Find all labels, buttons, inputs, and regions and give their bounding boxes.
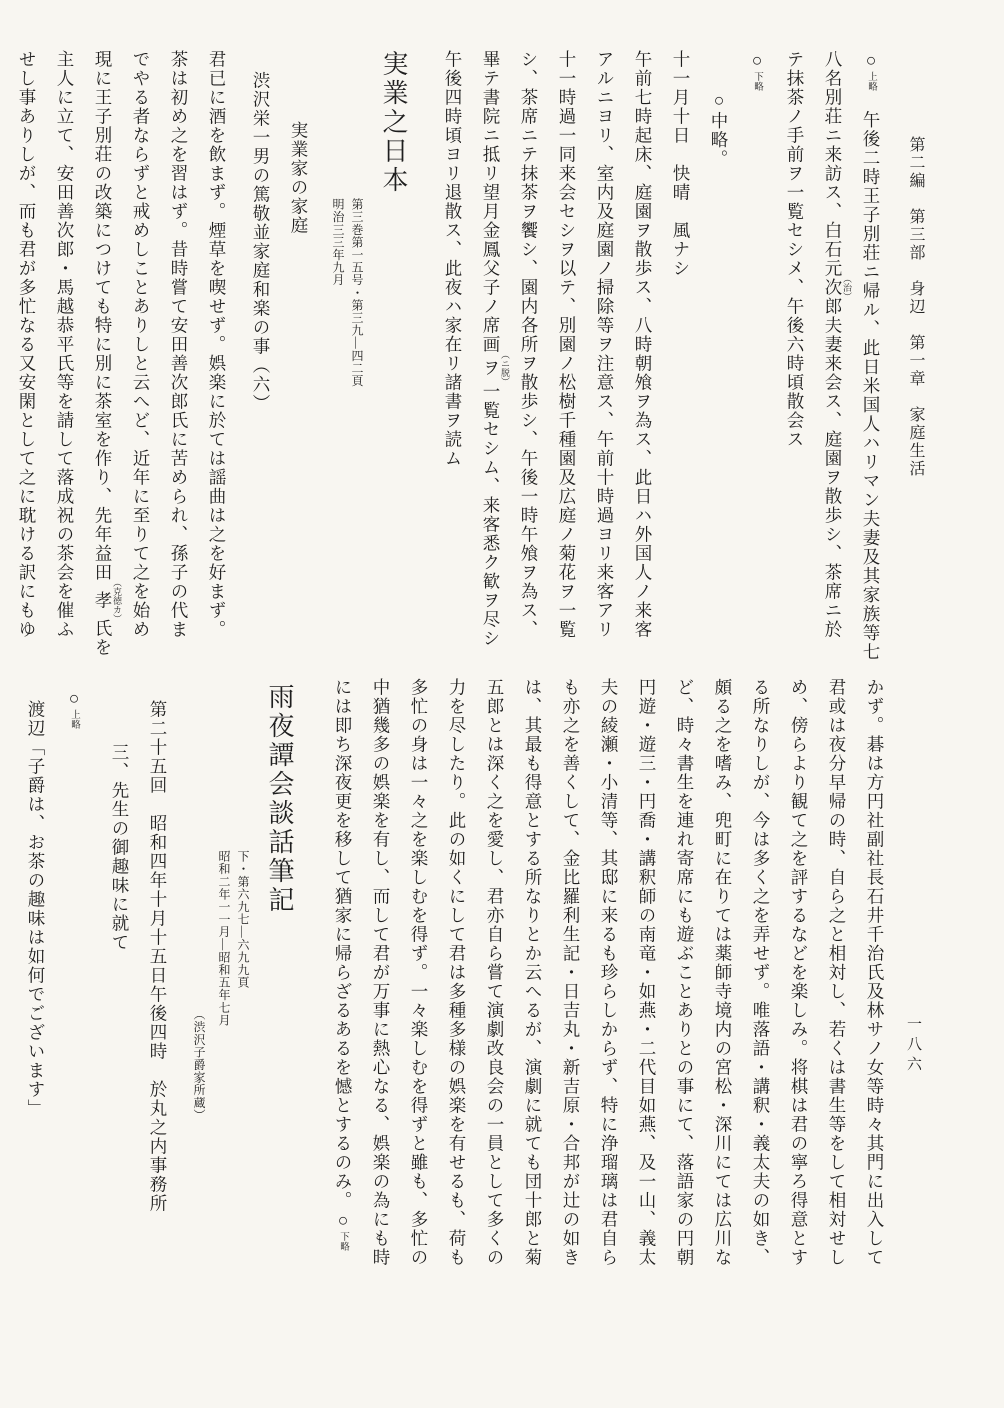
text-run: ○ — [333, 1210, 353, 1232]
text-run: 八名別荘ニ来訪ス、白石元 — [823, 50, 843, 278]
text-run: 茶は初め之を習はず。昔時嘗て安田善次郎氏に苦められ、孫子の代ま — [169, 50, 189, 639]
text-run: 雨夜譚会談話筆記 — [265, 683, 294, 915]
text-column — [122, 50, 160, 654]
text-column — [738, 50, 776, 654]
citation-column — [233, 678, 252, 1394]
text-run: る所なりしが、今は多く之を弄せず。唯落語・講釈・義太夫の如き、 — [751, 678, 771, 1267]
text-column — [552, 678, 590, 1394]
text-column — [84, 50, 122, 657]
text-run: 氏を — [93, 619, 113, 657]
text-column — [438, 678, 476, 1394]
text-run: ど、時々書生を連れ寄席にも遊ぶことありとの事にて、落語家の円朝 — [675, 678, 695, 1267]
text-run: アルニヨリ、室内及庭園ノ掃除等ヲ注意ス、午前十時過ヨリ来客アリ — [595, 50, 615, 639]
text-column — [280, 50, 318, 654]
text-column — [662, 50, 700, 654]
text-column — [818, 678, 856, 1394]
text-run: め、傍らより観て之を評するなどを楽しみ。将棋は君の寧ろ得意とす — [789, 678, 809, 1267]
text-column — [704, 678, 742, 1394]
text-run: テ抹茶ノ手前ヲ一覧セシメ、午後六時頃散会ス — [785, 50, 805, 449]
text-run: 一覧セシム、来客悉ク歓ヲ尽シ — [481, 382, 501, 648]
citation-column — [189, 678, 208, 1394]
omission-marker: 上略 — [866, 71, 876, 92]
text-run: 渡辺「子爵は、お茶の趣味は如何でございます」 — [26, 700, 46, 1118]
page-number: 一八六 — [905, 1016, 921, 1076]
text-run: 主人に立て、安田善次郎・馬越恭平氏等を請して落成祝の茶会を催ふ — [55, 50, 75, 639]
omission-marker: 下略 — [752, 71, 762, 92]
text-run: には即ち深夜更を移して猶家に帰らざるあるを憾とするのみ。 — [333, 678, 353, 1210]
citation-column — [328, 50, 347, 654]
text-column — [198, 50, 236, 654]
text-column — [514, 678, 552, 1394]
text-run: 実業之日本 — [379, 50, 408, 195]
text-run: せし事ありしが、而も君が多忙なる又安閑として之に耽ける訳にもゆ — [17, 50, 37, 639]
text-run: 畢テ書院ニ抵リ望月金鳳父子ノ席画 — [481, 50, 501, 354]
annotated-text: 次 — [823, 274, 843, 301]
citation-column — [347, 50, 366, 654]
section-title-column — [366, 50, 420, 654]
text-column — [472, 50, 510, 654]
text-column — [242, 50, 280, 654]
text-column — [856, 678, 894, 1394]
annotated-text: ヲ — [481, 350, 501, 386]
text-column — [586, 50, 624, 654]
text-run: 渋沢栄一男の篤敬並家庭和楽の事（六） — [251, 71, 271, 413]
text-run: 五郎とは深く之を愛し、君亦自ら嘗て演劇改良会の一員として多くの — [485, 678, 505, 1267]
text-run: 郎夫妻来会ス、庭園ヲ散歩シ、茶席ニ於 — [823, 297, 843, 639]
inline-annotation: （克徳カ） — [112, 578, 122, 623]
text-column — [780, 678, 818, 1394]
text-column — [776, 50, 814, 654]
text-column — [46, 50, 84, 654]
text-run: ○中略。 — [709, 90, 729, 169]
text-run: 昭和二年一一月―昭和五年七月 — [217, 850, 231, 1027]
text-run: でやる者ならずと戒めしことありしと云へど、近年に至りて之を始め — [131, 50, 151, 639]
text-column — [400, 678, 438, 1394]
text-run: シ、茶席ニテ抹茶ヲ饗シ、園内各所ヲ散歩シ、午後一時午飧ヲ為ス、 — [519, 50, 539, 639]
text-column — [628, 678, 666, 1394]
text-run: 十一月十日 快晴 風ナシ — [671, 50, 691, 278]
text-run: ○ — [64, 688, 84, 710]
text-column — [548, 50, 586, 654]
text-run: 夫の綾瀬・小清等、其邸に来るも珍らしからず、特に浄瑠璃は君自ら — [599, 678, 619, 1267]
text-run: 午後二時王子別荘ニ帰ル、此日米国人ハリマン夫妻及其家族等七 — [861, 91, 881, 662]
running-head: 第二編 第三部 身辺 第一章 家庭生活 — [907, 136, 924, 478]
text-column — [434, 50, 472, 654]
top-text-block — [17, 50, 890, 662]
text-column — [814, 50, 852, 654]
text-column — [666, 678, 704, 1394]
text-column — [55, 678, 93, 1394]
text-run: 君或は夜分早帰の時、自ら之と相対し、若くは書生等をして相対せし — [827, 678, 847, 1267]
section-title-column — [252, 678, 306, 1394]
inline-annotation: （ニ脱） — [500, 350, 510, 386]
text-run: 明治三三年九月 — [331, 198, 345, 287]
text-run: 第二十五回 昭和四年十月十五日午後四時 於丸之内事務所 — [148, 700, 168, 1213]
text-run: 午後四時頃ヨリ退散ス、此夜ハ家在リ諸書ヲ読ム — [443, 50, 463, 468]
text-column — [139, 678, 177, 1394]
text-column — [324, 678, 362, 1394]
omission-marker: 上略 — [69, 709, 79, 730]
ruby-annotation — [93, 578, 122, 623]
text-run: は、其最も得意とする所なりとか云へるが、演劇に就ても団十郎と菊 — [523, 678, 543, 1267]
text-column — [590, 678, 628, 1394]
text-run: かず。碁は方円社副社長石井千治氏及林サノ女等時々其門に出入して — [865, 678, 885, 1267]
inline-annotation: （治） — [842, 274, 852, 301]
text-run: 現に王子別荘の改築につけても特に別に茶室を作り、先年益田 — [93, 50, 113, 582]
text-column — [624, 50, 662, 654]
text-run: も亦之を善くして、金比羅利生記・日吉丸・新吉原・合邦が辻の如き — [561, 678, 581, 1267]
text-run: 十一時過一同来会セシヲ以テ、別園ノ松樹千種園及広庭ノ菊花ヲ一覧 — [557, 50, 577, 639]
ruby-annotation — [823, 274, 852, 301]
text-run: （渋沢子爵家所蔵） — [192, 1008, 206, 1122]
text-run: 実業家の家庭 — [289, 121, 309, 235]
annotated-text: 孝 — [93, 578, 113, 623]
text-run: 午前七時起床、庭園ヲ散歩ス、八時朝飧ヲ為ス、此日ハ外国人ノ来客 — [633, 50, 653, 639]
text-run: 君已に酒を飲まず。煙草を喫せず。娯楽に於ては謡曲は之を好まず。 — [207, 50, 227, 639]
bottom-text-block — [26, 678, 894, 1394]
text-column — [742, 678, 780, 1394]
text-column — [362, 678, 400, 1394]
text-column — [852, 50, 890, 662]
text-column — [476, 678, 514, 1394]
text-column — [17, 678, 55, 1394]
ruby-annotation — [481, 350, 510, 386]
text-run: 三、先生の御趣味に就て — [110, 743, 130, 952]
text-run: 円遊・遊三・円喬・講釈師の南竜・如燕・二代目如燕、及一山、義太 — [637, 678, 657, 1267]
text-column — [160, 50, 198, 654]
omission-marker: 下略 — [338, 1231, 348, 1252]
text-column — [700, 50, 738, 654]
text-run: 多忙の身は一々之を楽しむを得ず。一々楽しむを得ずと雖も、多忙の — [409, 678, 429, 1267]
text-run: 下・第六九七―六九九頁 — [236, 850, 250, 989]
text-run: 中猶幾多の娯楽を有し、而して君が万事に熱心なる、娯楽の為にも時 — [371, 678, 391, 1267]
text-run: 第三巻第一五号・第三九―四二頁 — [350, 198, 364, 387]
text-run: ○ — [861, 50, 881, 72]
citation-column — [214, 678, 233, 1394]
text-column — [101, 678, 139, 1394]
text-run: 頗る之を嗜み、兜町に在りては薬師寺境内の宮松・深川にては広川な — [713, 678, 733, 1267]
text-run: ○ — [747, 50, 767, 72]
text-column — [8, 50, 46, 654]
text-column — [510, 50, 548, 654]
text-run: 力を尽したり。此の如くにして君は多種多様の娯楽を有せるも、荷も — [447, 678, 467, 1267]
